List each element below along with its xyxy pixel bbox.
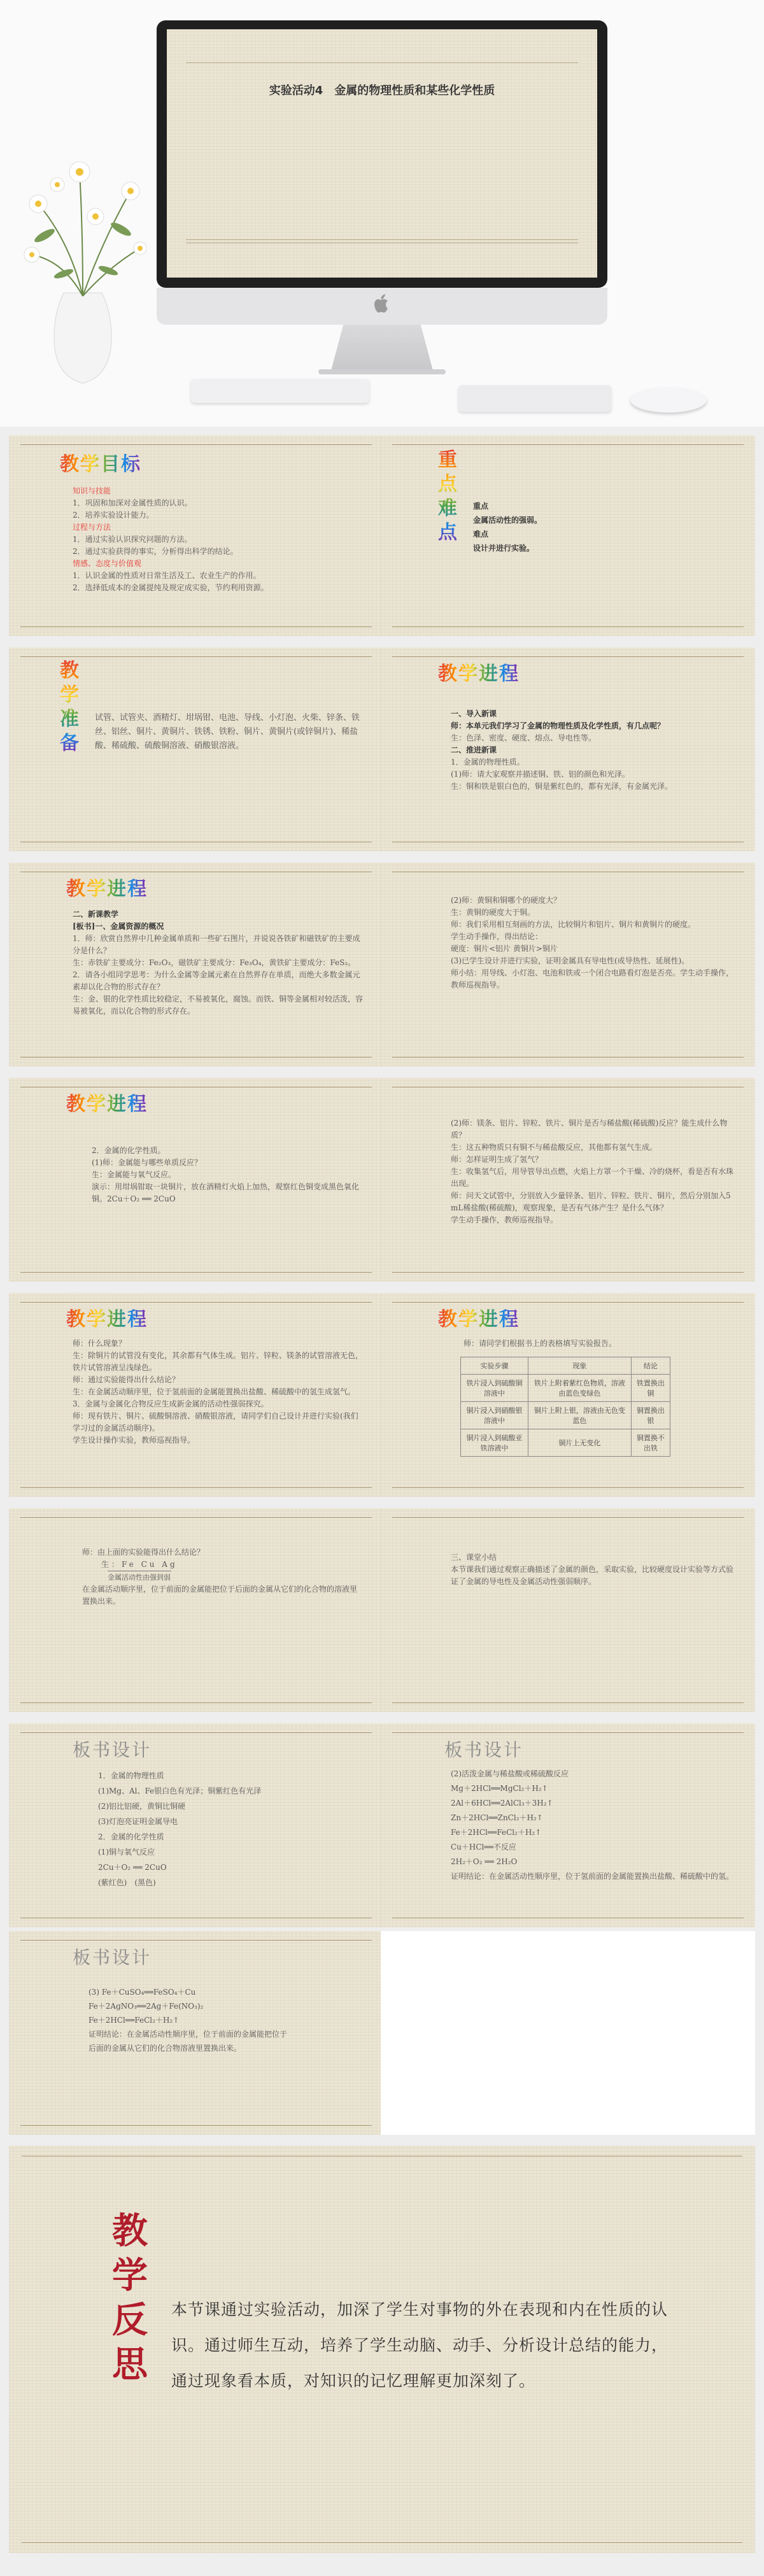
slide-title-vertical xyxy=(435,448,460,545)
text-line: 2．金属的化学性质 xyxy=(98,1832,164,1841)
monitor-screen xyxy=(167,29,597,278)
title-char: 反 xyxy=(112,2300,148,2341)
table-cell: 铜片浸入到硫酸亚铁溶液中 xyxy=(461,1429,528,1457)
slide-title: 教学进程 xyxy=(66,1088,148,1116)
slide-board-design-3 xyxy=(9,1931,383,2135)
text-line: (紫红色) (黑色) xyxy=(98,1878,156,1887)
title-char: 学 xyxy=(112,2255,148,2296)
text-line: 硬度：铜片<铝片 黄铜片>铜片 xyxy=(451,944,558,953)
text-line: 2H₂＋O₂ ══ 2H₂O xyxy=(451,1857,518,1866)
title-char: 点 xyxy=(438,521,457,544)
text-line: (2)活泼金属与稀盐酸或稀硫酸反应 xyxy=(451,1769,569,1778)
text-line: 生：赤铁矿主要成分：Fe₂O₃，磁铁矿主要成分：Fe₃O₄，黄铁矿主要成分：FeS₂。 xyxy=(73,958,356,967)
text-line: Cu＋HCl══不反应 xyxy=(451,1843,516,1851)
text-line: 学生动手操作，教师巡视指导。 xyxy=(451,1215,558,1224)
title-char: 重 xyxy=(438,449,457,471)
text-line: 2．选择低成本的金属提纯及规定成实验，节约利用资源。 xyxy=(73,583,269,592)
text-line: 1．师：欣赏自然界中几种金属单质和一些矿石图片，并说说各铁矿和磁铁矿的主要成分是什么？ xyxy=(73,934,360,955)
section-heading: 过程与方法 xyxy=(73,523,111,532)
slide-title: 教学目标 xyxy=(60,448,141,476)
text-line: 生：金、银的化学性质比较稳定，不易被氧化，腐蚀。而铁、铜等金属相对较活泼，容易被氧化，而以化合物的形式存在。 xyxy=(73,994,364,1016)
text-line: (1)铜与氧气反应 xyxy=(98,1848,155,1857)
table-row xyxy=(461,1375,670,1402)
text-line: 设计并进行实验。 xyxy=(473,544,535,553)
section-heading: 知识与技能 xyxy=(73,486,111,495)
divider xyxy=(392,626,744,627)
text-line: 3．金属与金属化合物反应生成新金属的活动性强弱探究。 xyxy=(73,1399,269,1408)
text-line: 师：什么现象？ xyxy=(73,1339,127,1348)
table-header-row xyxy=(461,1357,670,1375)
text-line: 金属活动性由强到弱 xyxy=(108,1571,171,1583)
text-line: 师：问天文试管中，分别放入少量锌条、铝片、锌粒、铁片、铜片，然后分别加入5 mL稀盐酸(稀硫酸)，观察现象，是否有气体产生？是什么气体？ xyxy=(451,1191,731,1212)
slide-title-vertical xyxy=(57,659,82,756)
divider xyxy=(20,1302,372,1303)
text-line: 2．金属的化学性质。 xyxy=(92,1146,166,1155)
monitor-stand-base xyxy=(318,369,446,374)
slide-body xyxy=(73,909,365,1017)
divider xyxy=(20,626,372,627)
text-line: 在金属活动顺序里，位于前面的金属能把位于后面的金属从它们的化合物的溶液里置换出来。 xyxy=(82,1585,358,1606)
text-line: 后面的金属从它们的化合物溶液里置换出来。 xyxy=(88,2044,242,2053)
title-char: 教 xyxy=(112,2211,148,2252)
slide-preparation xyxy=(9,648,383,851)
table-cell: 铁片浸入到硫酸铜溶液中 xyxy=(461,1375,528,1402)
title-char: 点 xyxy=(438,473,457,495)
divider xyxy=(392,1732,744,1733)
section-heading: 二、新课教学 xyxy=(73,910,119,919)
divider xyxy=(20,1517,372,1518)
slide-title: 板书设计 xyxy=(444,1739,524,1760)
title-char: 备 xyxy=(60,732,79,754)
text-line: (3) Fe＋CuSO₄══FeSO₄＋Cu xyxy=(88,1988,196,1997)
slide-board-design-1 xyxy=(9,1723,383,1927)
text-line: (3)灯泡亮证明金属导电 xyxy=(98,1817,178,1826)
reflection-text: 本节课通过实验活动，加深了学生对事物的外在表现和内在性质的认识。通过师生互动，培养了学生动脑、动手、分析设计总结的能力，通过现象看本质，对知识的记忆理解更加深刻了。 xyxy=(171,2300,668,2390)
text-line: 生：Fe Cu Ag xyxy=(101,1560,178,1569)
slide-body xyxy=(73,485,365,594)
divider xyxy=(392,656,744,657)
divider xyxy=(392,444,744,445)
slide-body xyxy=(451,708,737,793)
slide-process-table xyxy=(381,1293,755,1497)
slide-body xyxy=(473,499,740,555)
text-line: (3)已学生设计并进行实验，证明金属具有导电性(或导热性、延展性)。 xyxy=(451,956,690,965)
apple-logo-icon xyxy=(372,293,392,315)
flower-vase-illustration xyxy=(19,146,146,388)
title-char: 教 xyxy=(60,660,79,682)
divider xyxy=(20,656,372,657)
slide-body xyxy=(88,1985,362,2055)
slide-key-points xyxy=(381,435,755,636)
divider xyxy=(20,2125,372,2126)
text-line: 2．通过实验获得的事实，分析得出科学的结论。 xyxy=(73,547,238,556)
text-line: 演示：用坩埚钳取一块铜片，放在酒精灯火焰上加热，观察红色铜变成黑色氧化铜。2Cu＋O₂ ══ 2CuO xyxy=(92,1182,360,1203)
divider xyxy=(186,62,578,63)
divider xyxy=(20,444,372,445)
divider xyxy=(20,1940,372,1941)
reflection-title xyxy=(111,2209,149,2388)
trackpad xyxy=(458,385,611,412)
cover-title: 实验活动4 金属的物理性质和某些化学性质 xyxy=(269,84,495,97)
slide-body xyxy=(451,1552,740,1588)
text-line: (2)师：黄铜和铜哪个的硬度大？ xyxy=(451,896,561,905)
divider xyxy=(392,1487,744,1488)
divider xyxy=(186,239,578,240)
divider xyxy=(20,1702,372,1703)
slide-title: 教学进程 xyxy=(438,658,520,686)
slide-process-resources xyxy=(9,863,383,1066)
blank-panel xyxy=(381,1931,755,2135)
mouse xyxy=(630,387,707,413)
text-line: Mg＋2HCl══MgCl₂＋H₂↑ xyxy=(451,1784,548,1793)
text-line: 师：我们采用相互刻画的方法，比较铜片和铝片、铜片和黄铜片的硬度。 xyxy=(451,920,696,929)
slide-process-acid xyxy=(381,1078,755,1282)
text-line: 1．金属的物理性质。 xyxy=(451,758,525,767)
table-caption: 师：请同学们根据书上的表格填写实验报告。 xyxy=(463,1339,617,1348)
title-char: 思 xyxy=(112,2344,148,2386)
divider xyxy=(392,1702,744,1703)
divider xyxy=(392,1272,744,1273)
section-heading: 重点 xyxy=(473,502,489,511)
slide-process-conclusion xyxy=(9,1293,383,1497)
slide-board-design-2 xyxy=(381,1723,755,1927)
slide-body xyxy=(451,1767,740,1884)
keyboard xyxy=(191,379,369,403)
slide-process-oxygen xyxy=(9,1078,383,1282)
slide-title: 板书设计 xyxy=(73,1739,152,1760)
divider xyxy=(392,1057,744,1058)
section-heading: 二、推进新课 xyxy=(451,746,497,754)
slide-title: 教学进程 xyxy=(66,873,148,901)
slide-title: 板书设计 xyxy=(73,1947,152,1968)
section-heading: 难点 xyxy=(473,530,489,539)
text-line: 生：黄铜的硬度大于铜。 xyxy=(451,908,535,917)
text-line: 生：在金属活动顺序里，位于氢前面的金属能置换出盐酸、稀硫酸中的氢生成氢气。 xyxy=(73,1387,356,1396)
text-line: 1．巩固和加深对金属性质的认识。 xyxy=(73,499,192,507)
section-heading: 三、课堂小结 xyxy=(451,1553,497,1562)
text-line: Fe＋2HCl══FeCl₂＋H₂↑ xyxy=(451,1828,542,1837)
text-line: (1)师：金属能与哪些单质反应？ xyxy=(92,1158,202,1167)
text-line: (1)Mg、Al、Fe银白色有光泽；铜紫红色有光泽 xyxy=(98,1787,262,1795)
experiment-table xyxy=(460,1357,670,1457)
divider xyxy=(22,2542,742,2543)
text-line: 生：除铜片的试管没有变化，其余都有气体生成。铝片、锌粒、镁条的试管溶液无色，铁片试管溶液呈浅绿色。 xyxy=(73,1351,364,1372)
slide-title: 教学进程 xyxy=(66,1303,148,1331)
slide-body xyxy=(82,1546,362,1608)
text-line: 师小结：用导线、小灯泡、电池和铁或一个闭合电路看灯泡是否亮。学生动手操作，教师巡视指导。 xyxy=(451,968,734,989)
text-line: 生：这五种物质只有铜不与稀盐酸反应，其他都有氢气生成。 xyxy=(451,1143,658,1152)
section-heading: 情感、态度与价值观 xyxy=(73,559,142,568)
divider xyxy=(20,1732,372,1733)
table-cell: 铜片浸入到硝酸银溶液中 xyxy=(461,1402,528,1429)
text-line: 生：色泽、密度、硬度、熔点、导电性等。 xyxy=(451,733,597,742)
text-line: 生：金属能与氧气反应。 xyxy=(92,1170,176,1179)
divider xyxy=(20,1487,372,1488)
table-row xyxy=(461,1429,670,1457)
text-line: 师：怎样证明生成了氢气？ xyxy=(451,1155,543,1164)
table-cell: 铜片上附上银，溶液由无色变蓝色 xyxy=(528,1402,632,1429)
text-line: 学生设计操作实验，教师巡视指导。 xyxy=(73,1436,195,1445)
text-line: 证明结论：在金属活动性顺序里，位于前面的金属能把位于 xyxy=(88,2030,288,2039)
slide-body xyxy=(451,895,740,991)
slide-process-hardness xyxy=(381,863,755,1066)
table-cell: 铜片上无变化 xyxy=(528,1429,632,1457)
text-line: 2Cu＋O₂ ══ 2CuO xyxy=(98,1863,167,1872)
reflection-panel xyxy=(9,2146,755,2553)
slide-body xyxy=(98,1768,365,1890)
title-char: 准 xyxy=(60,708,79,730)
text-line: 师：由上面的实验能得出什么结论？ xyxy=(82,1548,205,1557)
text-line: 证明结论：在金属活动性顺序里，位于氢前面的金属能置换出盐酸、稀硫酸中的氢。 xyxy=(451,1872,734,1881)
text-line: 金属活动性的强弱。 xyxy=(473,516,542,525)
title-char: 学 xyxy=(60,684,79,706)
slide-teaching-goals xyxy=(9,435,383,636)
divider xyxy=(20,1272,372,1273)
slide-process-intro xyxy=(381,648,755,851)
section-heading: [板书]一、金属资源的概况 xyxy=(73,922,164,931)
text-line: 1．认识金属的性质对日常生活及工、农业生产的作用。 xyxy=(73,571,261,580)
text-line: 2．请各小组同学思考：为什么金属等金属元素在自然界存在单质，而绝大多数金属元素却以化合物的形式存在？ xyxy=(73,970,360,991)
slide-body xyxy=(451,1117,740,1226)
slide-body xyxy=(73,1338,365,1447)
table-cell: 铁置换出铜 xyxy=(631,1375,670,1402)
table-cell: 铜置换不出铁 xyxy=(631,1429,670,1457)
divider xyxy=(392,1517,744,1518)
divider xyxy=(20,1057,372,1058)
text-line: Fe＋2AgNO₃══2Ag＋Fe(NO₃)₂ xyxy=(88,2002,204,2011)
text-line: 师：现有铁片、铜片、硫酸铜溶液、硝酸银溶液，请同学们自己设计并进行实验(我们学习过的金属活动顺序)。 xyxy=(73,1412,358,1433)
column-header: 实验步骤 xyxy=(461,1357,528,1375)
text-line: 1．金属的物理性质 xyxy=(98,1771,164,1780)
text-line: 2Al＋6HCl══2AlCl₃＋3H₂↑ xyxy=(451,1799,553,1808)
cover-scene xyxy=(0,0,764,427)
slide-title: 教学进程 xyxy=(438,1303,520,1331)
monitor-stand xyxy=(331,325,433,371)
text-line: 学生动手操作，得出结论： xyxy=(451,932,543,941)
text-line: (1)师：请大家观察并描述铜、铁、铝的颜色和光泽。 xyxy=(451,770,630,779)
divider xyxy=(392,1302,744,1303)
slide-process-activity-order xyxy=(9,1508,383,1712)
slide-body: 试管、试管夹、酒精灯、坩埚钳、电池、导线、小灯泡、火柴、锌条、铁丝、铝丝、铜片、黄铜片、铁锈、铁粉、铜片、黄铜片(或锌铜片)、稀盐酸、稀硫酸、硫酸铜溶液、硝酸银溶液。 xyxy=(95,713,360,751)
text-line: Fe＋2HCl══FeCl₂＋H₂↑ xyxy=(88,2016,180,2025)
text-line: 2．培养实验设计能力。 xyxy=(73,511,154,520)
text-line: (2)师：镁条、铝片、锌粒、铁片、铜片是否与稀盐酸(稀硫酸)反应？能生成什么物质？ xyxy=(451,1119,728,1140)
text-line: 生：铜和铁是银白色的，铜是紫红色的，都有光泽，有金属光泽。 xyxy=(451,782,673,791)
text-line: Zn＋2HCl══ZnCl₂＋H₂↑ xyxy=(451,1813,543,1822)
text-line: 师：本单元我们学习了金属的物理性质及化学性质，有几点呢？ xyxy=(451,721,665,730)
text-line: (2)铝比铝硬，黄铜比铜硬 xyxy=(98,1802,185,1811)
title-char: 难 xyxy=(438,497,457,520)
table-cell: 铁片上附着紫红色物质，溶液由蓝色变绿色 xyxy=(528,1375,632,1402)
text-line: 本节课我们通过观察正确描述了金属的颜色，采取实验，比较硬度设计实验等方式验证了金属的导电性及金属活动性强弱顺序。 xyxy=(451,1565,734,1586)
text-line: 1．通过实验认识探究问题的方法。 xyxy=(73,535,192,544)
column-header: 现象 xyxy=(528,1357,632,1375)
text-line: 师：通过实验能得出什么结论？ xyxy=(73,1375,180,1384)
slide-body xyxy=(92,1145,365,1205)
text-line: 生：收集氢气后，用导管导出点燃，火焰上方罩一个干燥、冷的烧杯，看是否有水珠出现。 xyxy=(451,1167,734,1188)
table-row xyxy=(461,1402,670,1429)
table-cell: 铜置换出银 xyxy=(631,1402,670,1429)
column-header: 结论 xyxy=(631,1357,670,1375)
slide-summary xyxy=(381,1508,755,1712)
section-heading: 一、导入新课 xyxy=(451,709,497,718)
